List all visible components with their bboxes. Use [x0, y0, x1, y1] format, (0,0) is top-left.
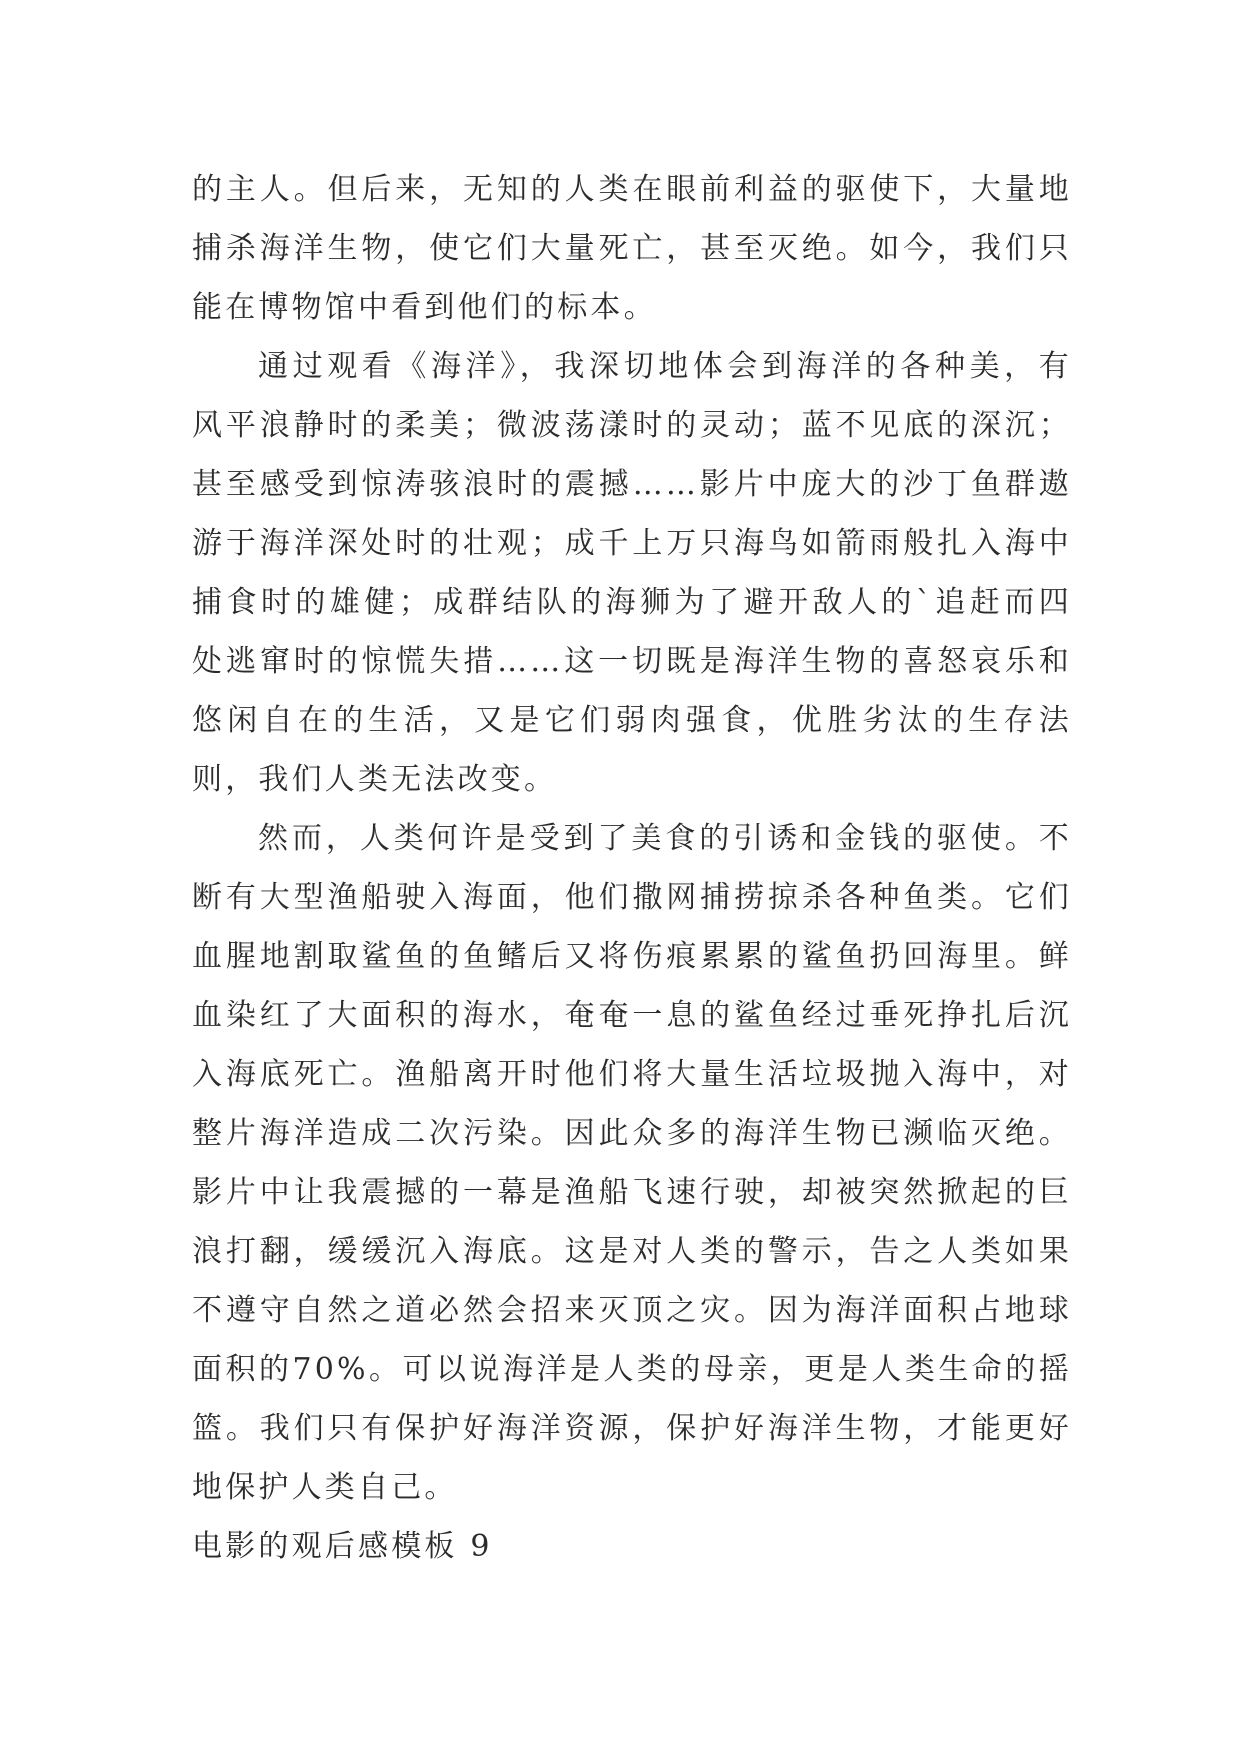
- paragraph-2: 通过观看《海洋》，我深切地体会到海洋的各种美，有风平浪静时的柔美；微波荡漾时的灵动；蓝不见底的深沉；甚至感受到惊涛骇浪时的震撼……影片中庞大的沙丁鱼群遨游于海洋深处时的壮观；成千上万只海鸟如箭雨般扎入海中捕食时的雄健；成群结队的海狮为了避开敌人的`追赶而四处逃窜时的惊慌失措……这一切既是海洋生物的喜怒哀乐和悠闲自在的生活，又是它们弱肉强食，优胜劣汰的生存法则，我们人类无法改变。: [192, 349, 1072, 797]
- paragraph-3: 然而，人类何许是受到了美食的引诱和金钱的驱使。不断有大型渔船驶入海面，他们撒网捕捞掠杀各种鱼类。它们血腥地割取鲨鱼的鱼鳍后又将伤痕累累的鲨鱼扔回海里。鲜血染红了大面积的海水，奄奄一息的鲨鱼经过垂死挣扎后沉入海底死亡。渔船离开时他们将大量生活垃圾抛入海中，对整片海洋造成二次污染。因此众多的海洋生物已濒临灭绝。影片中让我震撼的一幕是渔船飞速行驶，却被突然掀起的巨浪打翻，缓缓沉入海底。这是对人类的警示，告之人类如果不遵守自然之道必然会招来灭顶之灾。因为海洋面积占地球面积的70%。可以说海洋是人类的母亲，更是人类生命的摇篮。我们只有保护好海洋资源，保护好海洋生物，才能更好地保护人类自己。: [192, 821, 1072, 1505]
- section-heading: 电影的观后感模板 9: [192, 1529, 493, 1564]
- document-body: [192, 160, 1072, 1576]
- paragraph-1: 的主人。但后来，无知的人类在眼前利益的驱使下，大量地捕杀海洋生物，使它们大量死亡，甚至灭绝。如今，我们只能在博物馆中看到他们的标本。: [192, 172, 1072, 325]
